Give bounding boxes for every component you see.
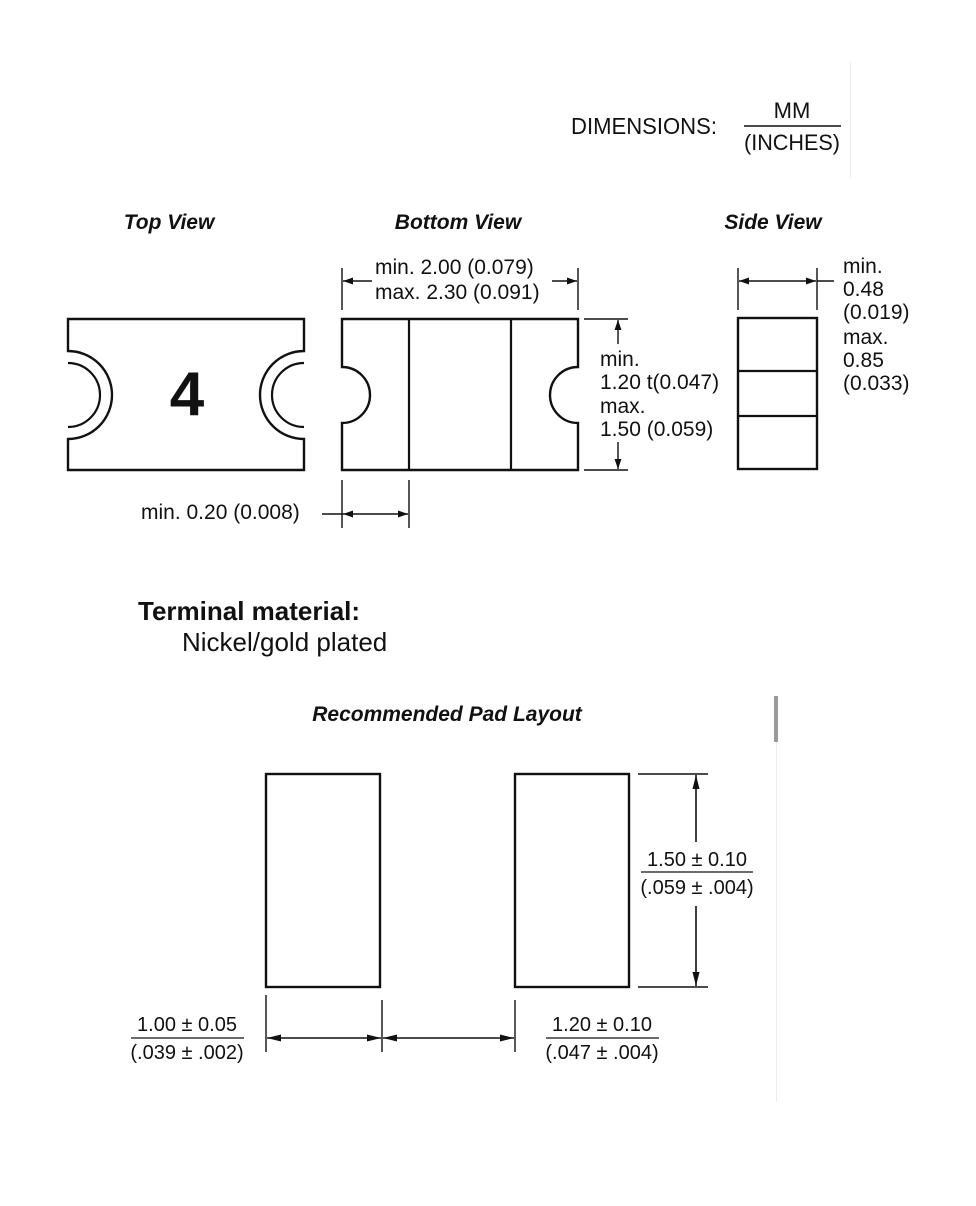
width-min-label: min. <box>600 348 640 371</box>
scrollbar-track[interactable] <box>776 742 777 1102</box>
pad-layout-title: Recommended Pad Layout <box>312 703 582 726</box>
thickness-min-in: (0.019) <box>843 301 910 324</box>
side-view-title: Side View <box>724 211 822 234</box>
width-max-value: 1.50 (0.059) <box>600 418 714 441</box>
side-view <box>738 255 910 469</box>
top-view-right-notch <box>272 363 304 427</box>
length-min-label: min. 2.00 (0.079) <box>375 256 534 279</box>
unit-inches-label: (INCHES) <box>744 130 840 155</box>
top-view-title: Top View <box>123 211 215 234</box>
terminal-material-heading: Terminal material: <box>138 596 361 626</box>
bottom-view <box>141 256 719 528</box>
side-view-body <box>738 318 817 469</box>
thickness-max-in: (0.033) <box>843 372 910 395</box>
top-view <box>68 319 304 470</box>
pad-right <box>515 774 629 987</box>
terminal-min-label: min. 0.20 (0.008) <box>141 501 300 524</box>
pad-gap-in: (.047 ± .004) <box>545 1042 659 1064</box>
bottom-view-title: Bottom View <box>394 211 522 234</box>
bottom-view-body <box>342 319 578 470</box>
pad-height-mm: 1.50 ± 0.10 <box>647 849 747 871</box>
terminal-material-value: Nickel/gold plated <box>182 627 388 657</box>
pad-left <box>266 774 380 987</box>
width-min-value: 1.20 t(0.047) <box>600 371 720 394</box>
thickness-min-label: min. <box>843 255 883 278</box>
thickness-max-label: max. <box>843 326 889 349</box>
width-max-label: max. <box>600 395 646 418</box>
scrollbar-thumb[interactable] <box>774 696 778 742</box>
pad-layout <box>130 703 753 1064</box>
length-max-label: max. 2.30 (0.091) <box>375 281 540 304</box>
thickness-max-mm: 0.85 <box>843 349 884 372</box>
dimensions-legend <box>571 98 841 155</box>
pad-gap-mm: 1.20 ± 0.10 <box>552 1014 652 1036</box>
part-marking: 4 <box>169 360 205 429</box>
pad-width-mm: 1.00 ± 0.05 <box>137 1014 237 1036</box>
top-view-left-notch <box>68 363 100 427</box>
dimensions-label: DIMENSIONS: <box>571 113 717 139</box>
thickness-min-mm: 0.48 <box>843 278 884 301</box>
pad-height-in: (.059 ± .004) <box>640 877 754 899</box>
unit-mm-label: MM <box>773 98 811 123</box>
pad-width-in: (.039 ± .002) <box>130 1042 244 1064</box>
